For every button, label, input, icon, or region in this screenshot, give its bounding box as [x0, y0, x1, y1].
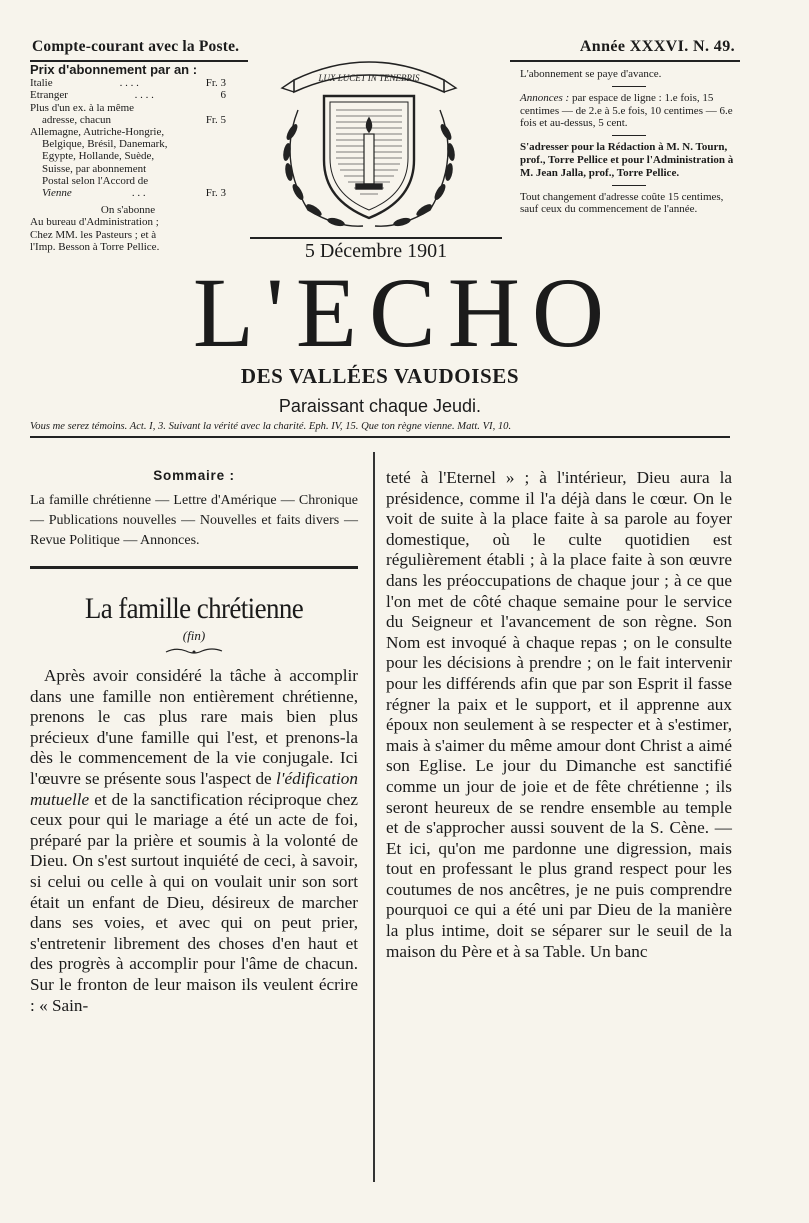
- masthead-bottom-rule: [30, 436, 730, 438]
- info-rule: [612, 86, 646, 87]
- postal-account-heading: Compte-courant avec la Poste.: [32, 38, 240, 55]
- price-line: Allemagne, Autriche-Hongrie,: [30, 126, 165, 139]
- subscribe-where: l'Imp. Besson à Torre Pellice.: [30, 240, 160, 253]
- issue-number: Année XXXVI. N. 49.: [579, 38, 735, 55]
- newspaper-subtitle: DES VALLÉES VAUDOISES: [240, 364, 520, 388]
- article-body-right: teté à l'Eternel » ; à l'intérieur, Dieu aura la présidence, comme il l'a déjà dans le cœur. On le voit de suite à la place faite à sa parole au foyer domestique, où le culte quotidien est régulièrement établi ; à la place faite à son œuvre dans les préoccupations de chaque jour ; à ce que l'on met de côté chaque semaine pour le service du Seigneur et l'avancement de son règne. Son Nom est invoqué à chaque repas ; on le consulte pour les décisions à prendre ; on le fait intervenir pour les différends afin que par son Esprit il fasse régner la paix et le support, et il apprenne aux époux non seulement à se respecter et à s'estimer, mais à s'aimer du même amour dont Christ a aimé son Eglise. Le jour du Dimanche est sanctifié comme un jour de joie et de fête chrétienne ; ils seront heureux de se rendre ensemble au temple et de s'approcher aussi souvent de la S. Cène. — Et ici, qu'on me pardonne une digression, mais tout en professant le plus grand respect pour les coutumes de nos ancêtres, je ne puis comprendre pourquoi ce qui a été uni par Dieu de la manière la plus intime, doit se séparer sur le seuil de la maison du Père et à sa Table. Un banc: [386, 468, 732, 961]
- publication-frequency: Paraissant chaque Jeudi.: [278, 396, 482, 416]
- subscribe-where: Chez MM. les Pasteurs ; et à: [30, 228, 157, 241]
- price-line: Italie . . . . Fr. 3: [30, 77, 226, 90]
- newspaper-title: L'ECHO: [192, 257, 617, 368]
- summary-heading: Sommaire :: [153, 468, 235, 483]
- article-note: (fin): [182, 628, 206, 643]
- price-line: adresse, chacun Fr. 5: [42, 113, 226, 126]
- price-line: Belgique, Brésil, Danemark,: [42, 138, 168, 151]
- subscribe-where: On s'abonne: [100, 204, 156, 217]
- subscription-box: [30, 64, 226, 253]
- advance-payment-note: L'abonnement se paye d'avance.: [520, 68, 662, 80]
- info-rule: [612, 135, 646, 136]
- column-divider: [373, 452, 375, 1182]
- address-change-note: Tout changement d'adresse coûte 15 centimes, sauf ceux du commencement de l'année.: [520, 190, 724, 216]
- right-column: [386, 468, 732, 962]
- date-rule: [250, 237, 502, 239]
- emblem-seal: [258, 50, 480, 236]
- price-line: Egypte, Hollande, Suède,: [42, 150, 155, 163]
- article-title: La famille chrétienne: [84, 591, 304, 625]
- summary-rule: [30, 566, 358, 569]
- info-box: [520, 68, 738, 220]
- ornament-icon: [164, 646, 224, 656]
- left-column: [30, 468, 358, 1016]
- ads-note: Annonces : par espace de ligne : 1.e fois, 15 centimes — de 2.e à 5.e fois, 10 centimes — 6.e fois et au-dessus, 5 cent.: [520, 91, 733, 130]
- info-rule: [612, 185, 646, 186]
- price-line: Vienne . . . Fr. 3: [42, 187, 226, 200]
- price-line: Postal selon l'Accord de: [42, 174, 149, 187]
- issue-date: 5 Décembre 1901: [304, 240, 448, 262]
- address-note: S'adresser pour la Rédaction à M. N. Tourn, prof., Torre Pellice et pour l'Administration à M. Jean Jalla, prof., Torre Pellice.: [520, 141, 734, 179]
- emblem-motto: LUX LUCET IN TENEBRIS: [318, 73, 420, 83]
- summary-text: La famille chrétienne — Lettre d'Amérique — Chronique — Publications nouvelles — Nouvelles et faits divers — Revue Politique — Annonces.: [30, 493, 358, 548]
- subscribe-where: Au bureau d'Administration ;: [30, 216, 159, 229]
- subscription-heading: Prix d'abonnement par an :: [30, 62, 198, 77]
- scripture-motto: Vous me serez témoins. Act. I, 3. Suivant la vérité avec la charité. Eph. IV, 15. Que ton règne vienne. Matt. VI, 10.: [30, 421, 512, 432]
- price-line: Plus d'un ex. à la même: [30, 101, 135, 114]
- article-body-left: Après avoir considéré la tâche à accomplir dans une famille non entièrement chrétienne, prenons le cas plus rare mais bien plus précieux d'une famille qui l'est, et prenons-la dès le commencement de la vie conjugale. Ici l'œuvre se présente sous l'aspect de l'édification mutuelle et de la sanctification réciproque chez ceux pour qui le mariage a été un acte de foi, préparé par la prière et soumis à la volonté de Dieu. On s'est surtout inquiété de ceci, à savoir, si celui ou celle à qui on voulait unir son sort était un enfant de Dieu, désireux de marcher dans ses voies, et avec qui on peut prier, s'entretenir librement des choses d'en haut et des progrès à accomplir pour l'âme de chacun. Sur le fronton de leur maison ils veulent écrire : « Sain-: [30, 666, 359, 1015]
- price-line: Suisse, par abonnement: [42, 162, 147, 175]
- rule-right-top: [510, 60, 740, 62]
- price-line: Etranger . . . . 6: [30, 89, 226, 102]
